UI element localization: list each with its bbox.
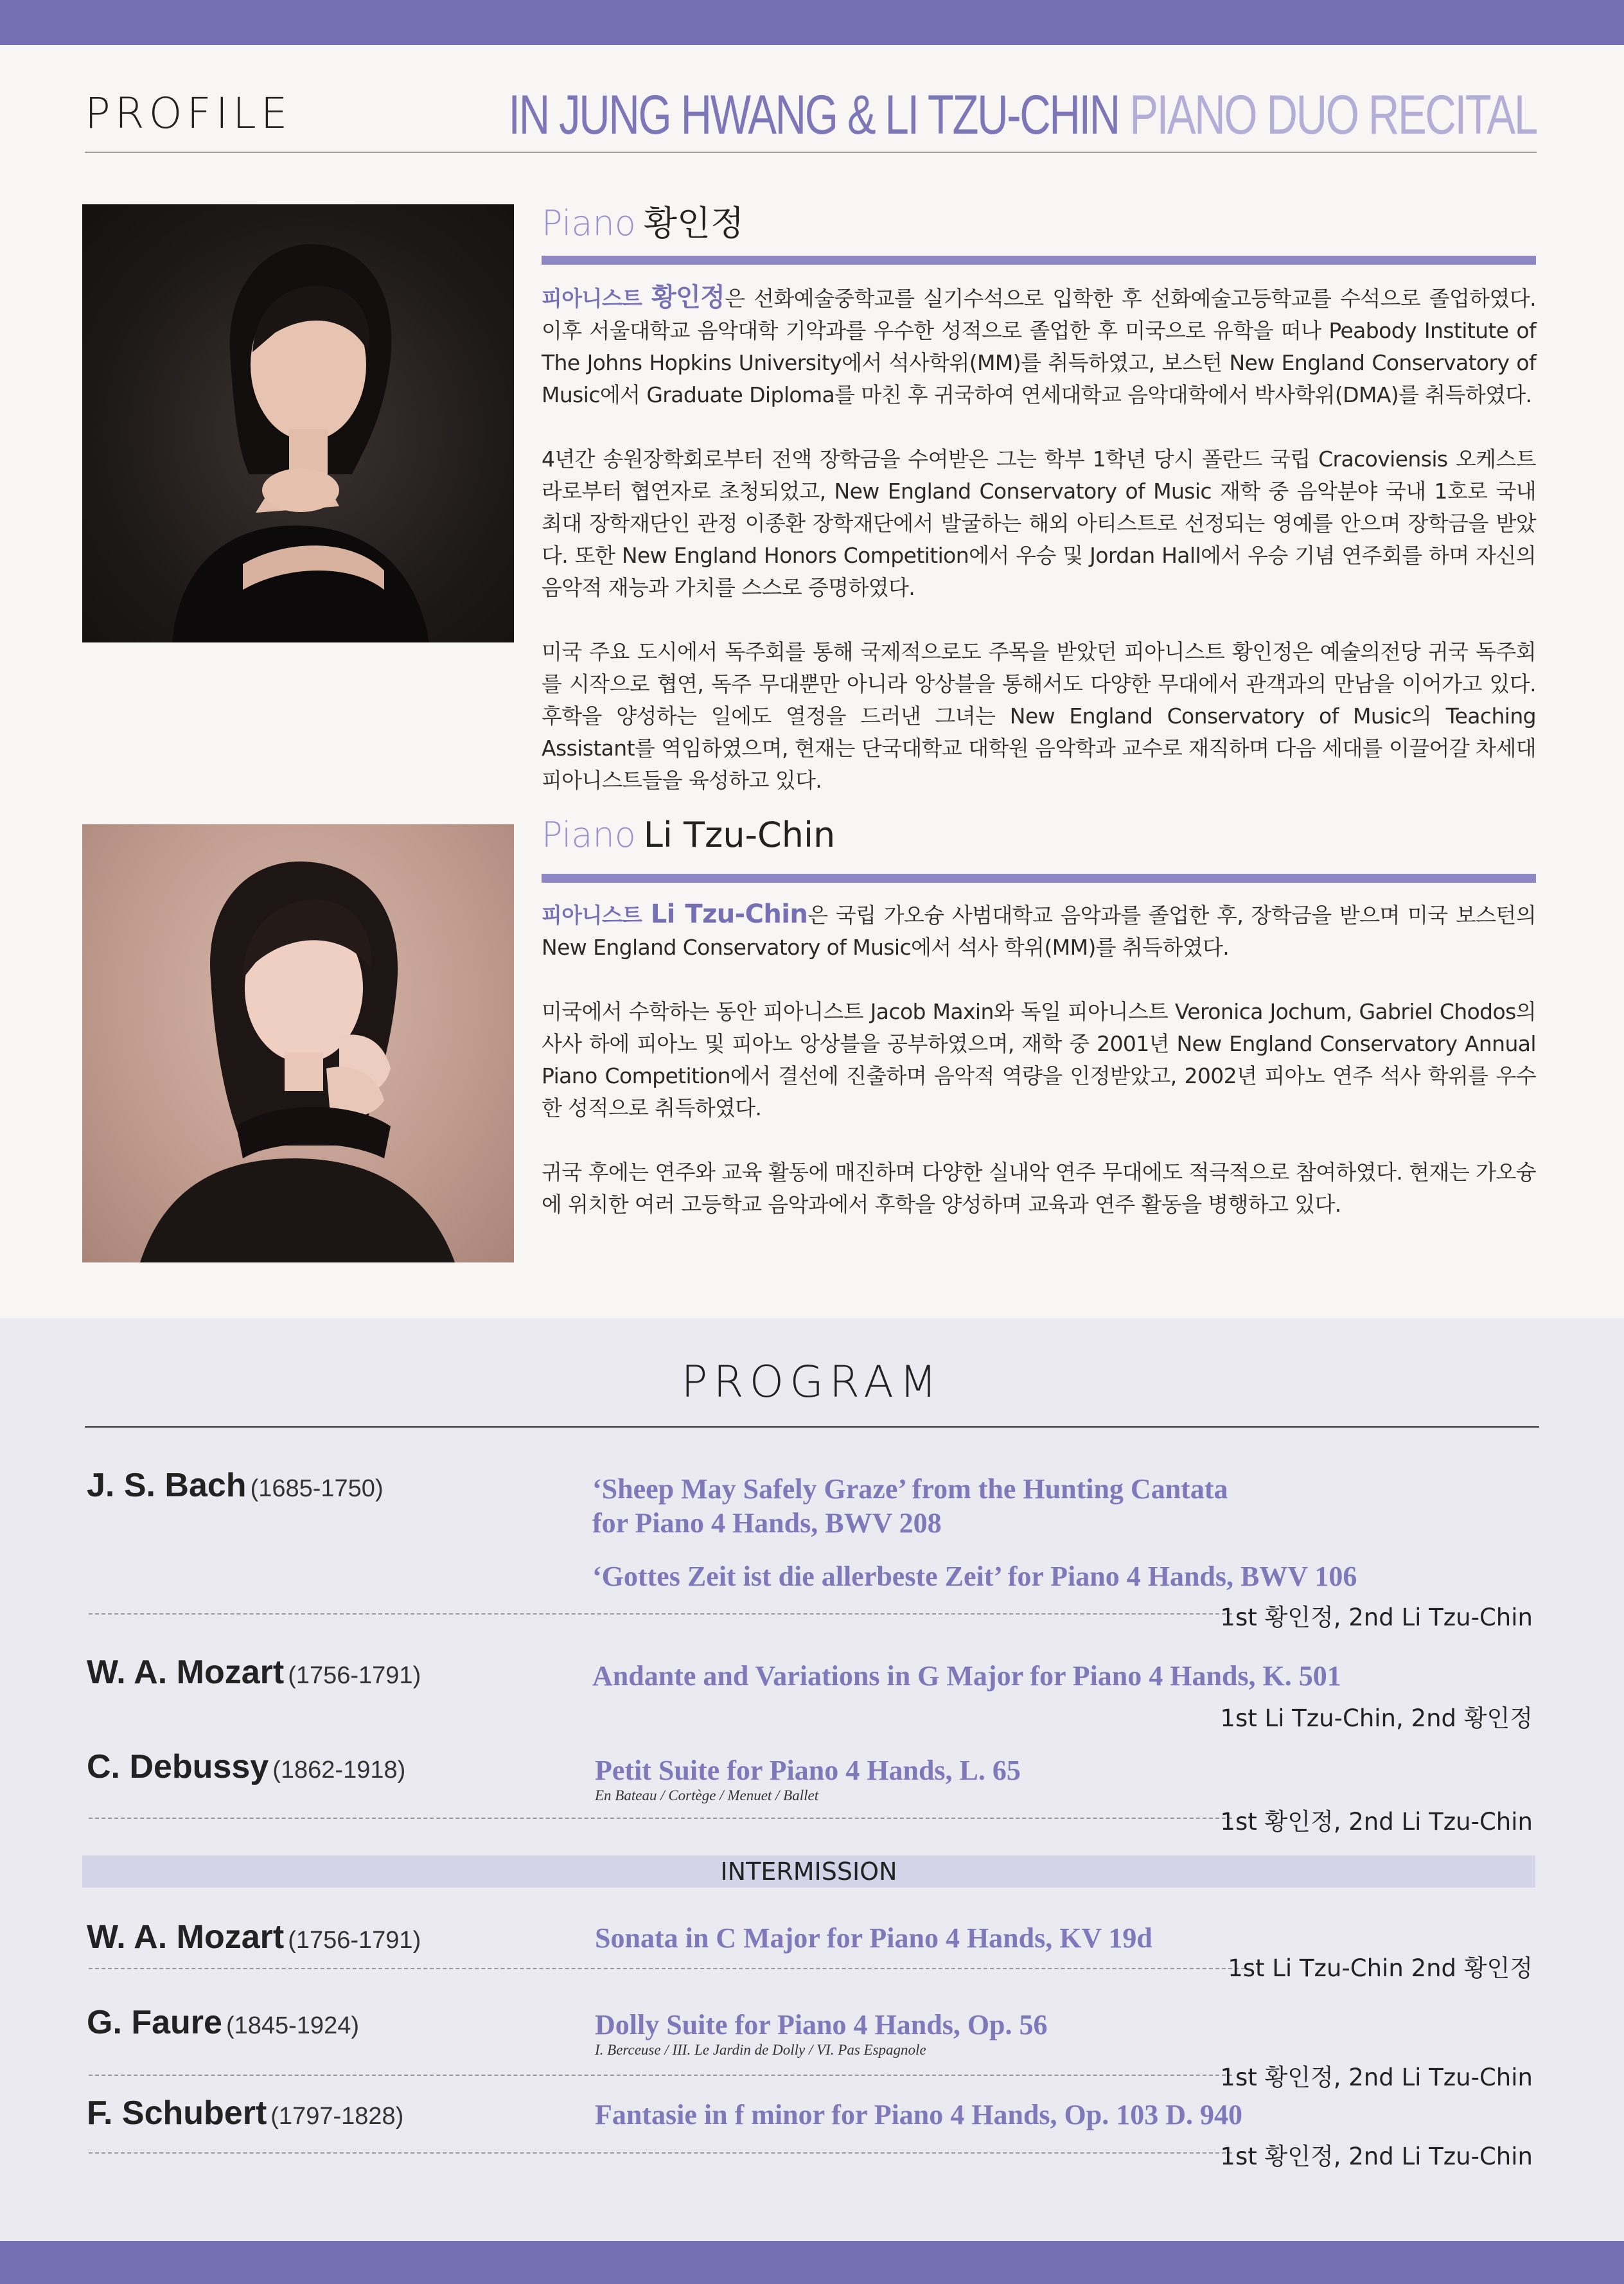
portrait-photo-li: [82, 824, 514, 1262]
program-work: Sonata in C Major for Piano 4 Hands, KV 19d: [595, 1922, 1152, 1954]
composer-years: (1862-1918): [272, 1757, 406, 1784]
bio-paragraph: 귀국 후에는 연주와 교육 활동에 매진하며 다양한 실내악 연주 무대에도 적극적으로 참여하였다. 현재는 가오슝에 위치한 여러 고등학교 음악과에서 후학을 양성하며 교육과 연주 활동을 병행하고 있다.: [542, 1160, 1536, 1217]
dotted-leader: [89, 2075, 1232, 2076]
profile-bio-hwang: [542, 281, 1536, 829]
program-work: Andante and Variations in G Major for Piano 4 Hands, K. 501: [592, 1660, 1341, 1692]
top-band: [0, 0, 1624, 45]
composer-years: (1685-1750): [250, 1475, 384, 1502]
composer-name: F. Schubert: [87, 2094, 267, 2132]
program-movements: En Bateau / Cortège / Menuet / Ballet: [595, 1787, 819, 1803]
profile-accent-bar: [542, 256, 1536, 265]
program-work: Fantasie in f minor for Piano 4 Hands, Op. 103 D. 940: [595, 2099, 1243, 2130]
bio-highlight-name: Li Tzu-Chin: [650, 899, 808, 929]
program-work: for Piano 4 Hands, BWV 208: [592, 1507, 942, 1539]
program-divider: [85, 1426, 1539, 1428]
profile-instrument: Piano: [542, 203, 636, 243]
program-work: ‘Gottes Zeit ist die allerbeste Zeit’ for Piano 4 Hands, BWV 106: [592, 1561, 1357, 1592]
profile-bio-li: [542, 898, 1536, 1253]
recital-title-performers: IN JUNG HWANG & LI TZU-CHIN: [508, 84, 1120, 146]
bio-text: 은 선화예술중학교를 실기수석으로 입학한 후 선화예술고등학교를 수석으로 졸업하였다. 이후 서울대학교 음악대학 기악과를 우수한 성적으로 졸업한 후 미국으로 유학을 떠나 Peabody Institute of The Johns Hopkins University에서 석사학위(MM)를 취득하였고, 보스턴 New England Conservatory of Music에서 Graduate Diploma를 마친 후 귀국하여 연세대학교 음악대학에서 박사학위(DMA)를 취득하였다.: [542, 286, 1537, 407]
dotted-leader: [89, 1968, 1245, 1969]
bio-paragraph: [542, 898, 1536, 964]
program-movements: I. Berceuse / III. Le Jardin de Dolly / VI. Pas Espagnole: [595, 2042, 926, 2058]
program-composer: [87, 2094, 403, 2132]
program-composer: [87, 1653, 421, 1692]
bio-paragraph: 미국에서 수학하는 동안 피아니스트 Jacob Maxin와 독일 피아니스트 Veronica Jochum, Gabriel Chodos의 사사 하에 피아노 및 피아노 앙상블을 공부하였으며, 재학 중 2001년 New England Conservatory Annual Piano Competition에서 결선에 진출하며 음악적 역량을 인정받았고, 2002년 피아노 연주 석사 학위를 우수한 성적으로 취득하였다.: [542, 999, 1536, 1120]
composer-years: (1756-1791): [288, 1927, 421, 1954]
header-divider: [85, 152, 1537, 153]
composer-name: G. Faure: [87, 2004, 222, 2041]
bio-highlight-name: 황인정: [651, 283, 725, 312]
program-performers: 1st 황인정, 2nd Li Tzu-Chin: [1220, 2143, 1533, 2170]
dotted-leader: [89, 1613, 1232, 1615]
composer-years: (1797-1828): [270, 2103, 404, 2130]
program-composer: [87, 1918, 421, 1956]
recital-title: [509, 84, 1537, 147]
program-performers: 1st 황인정, 2nd Li Tzu-Chin: [1220, 1808, 1533, 1836]
bio-paragraph: [542, 281, 1536, 411]
composer-name: J. S. Bach: [87, 1467, 247, 1504]
program-work: Petit Suite for Piano 4 Hands, L. 65: [595, 1755, 1021, 1786]
bio-paragraph: 미국 주요 도시에서 독주회를 통해 국제적으로도 주목을 받았던 피아니스트 황인정은 예술의전당 귀국 독주회를 시작으로 협연, 독주 무대뿐만 아니라 앙상블을 통해서도 다양한 무대에서 관객과의 만남을 이어가고 있다. 후학을 양성하는 일에도 열정을 드러낸 그녀는 New England Conservatory of Music의 Teaching Assistant를 역임하였으며, 현재는 단국대학교 대학원 음악학과 교수로 재직하며 다음 세대를 이끌어갈 차세대 피아니스트들을 육성하고 있다.: [542, 639, 1536, 793]
program-work: ‘Sheep May Safely Graze’ from the Hunting Cantata: [592, 1473, 1228, 1505]
profile-name: 황인정: [643, 203, 745, 243]
program-performers: 1st Li Tzu-Chin, 2nd 황인정: [1220, 1704, 1533, 1732]
section-heading-program: PROGRAM: [681, 1357, 943, 1408]
profile-instrument: Piano: [542, 815, 636, 855]
composer-name: W. A. Mozart: [87, 1918, 285, 1956]
dotted-leader: [89, 1818, 1232, 1819]
program-performers: 1st 황인정, 2nd Li Tzu-Chin: [1220, 1604, 1533, 1631]
program-composer: [87, 1466, 384, 1505]
profile-accent-bar: [542, 874, 1536, 883]
program-composer: [87, 2003, 359, 2042]
bio-text: 은 국립 가오슝 사범대학교 음악과를 졸업한 후, 장학금을 받으며 미국 보스턴의 New England Conservatory of Music에서 석사 학위(MM)를 취득하였다.: [542, 903, 1536, 960]
composer-years: (1845-1924): [225, 2012, 359, 2039]
bio-paragraph: 4년간 송원장학회로부터 전액 장학금을 수여받은 그는 학부 1학년 당시 폴란드 국립 Cracoviensis 오케스트라로부터 협연자로 초청되었고, New England Conservatory of Music 재학 중 음악분야 국내 1호로 국내 최대 장학재단인 관정 이종환 장학재단에서 발굴하는 해외 아티스트로 선정되는 영예를 안으며 장학금을 받았다. 또한 New England Honors Competition에서 우승 및 Jordan Hall에서 우승 기념 연주회를 하며 자신의 음악적 재능과 가치를 스스로 증명하였다.: [542, 447, 1536, 600]
program-work: Dolly Suite for Piano 4 Hands, Op. 56: [595, 2009, 1048, 2041]
recital-title-event: PIANO DUO RECITAL: [1129, 84, 1537, 146]
composer-years: (1756-1791): [288, 1662, 421, 1689]
program-performers: 1st Li Tzu-Chin 2nd 황인정: [1228, 1954, 1533, 1982]
bio-prefix: 피아니스트: [542, 903, 651, 928]
bio-prefix: 피아니스트: [542, 286, 652, 311]
composer-name: W. A. Mozart: [87, 1654, 285, 1691]
profile-name-hwang: [542, 196, 744, 245]
composer-name: C. Debussy: [87, 1748, 269, 1785]
program-composer: [87, 1748, 405, 1786]
intermission-bar: INTERMISSION: [82, 1855, 1535, 1888]
portrait-photo-hwang: [82, 204, 514, 642]
profile-name-li: [542, 815, 835, 855]
profile-name: Li Tzu-Chin: [643, 815, 836, 855]
section-heading-profile: PROFILE: [85, 89, 292, 138]
program-performers: 1st 황인정, 2nd Li Tzu-Chin: [1220, 2064, 1533, 2091]
dotted-leader: [89, 2152, 1232, 2154]
bottom-band: [0, 2241, 1624, 2284]
